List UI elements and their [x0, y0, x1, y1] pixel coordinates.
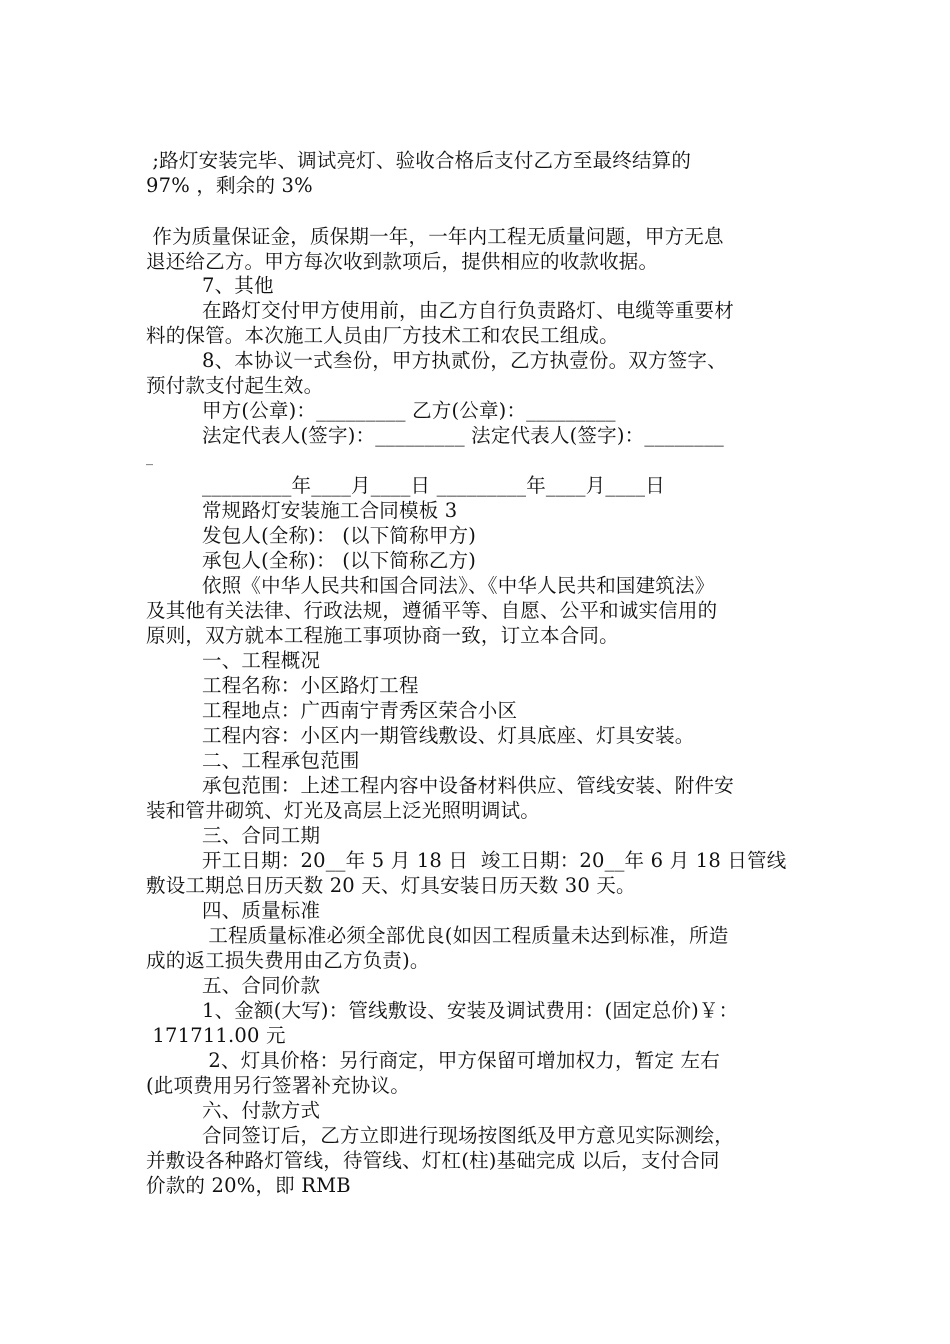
text-line: 承包人(全称)： (以下简称乙方) [202, 549, 477, 572]
text-line: 171711.00 元 [146, 1024, 286, 1047]
text-line: ;路灯安装完毕、调试亮灯、验收合格后支付乙方至最终结算的 [146, 149, 692, 172]
text-line: 8、本协议一式叁份，甲方执贰份，乙方执壹份。双方签字、 [202, 349, 727, 372]
document-title: 常规路灯安装施工合同模板 3 [202, 499, 458, 522]
section-heading: 四、质量标准 [202, 899, 321, 922]
text-line: 承包范围：上述工程内容中设备材料供应、管线安装、附件安 [202, 774, 734, 797]
section-heading: 7、其他 [202, 274, 274, 297]
text-line: 依照《中华人民共和国合同法》、《中华人民共和国建筑法》 [202, 574, 715, 597]
text-line: 开工日期：20__年 5 月 18 日 竣工日期：20__年 6 月 18 日管线 [202, 849, 787, 872]
text-line: 在路灯交付甲方使用前，由乙方自行负责路灯、电缆等重要材 [202, 299, 734, 322]
section-heading: 六、付款方式 [202, 1099, 321, 1122]
signature-line: 法定代表人(签字)：_________ 法定代表人(签字)：________ [202, 424, 724, 447]
text-line: 工程内容：小区内一期管线敷设、灯具底座、灯具安装。 [202, 724, 695, 747]
text-line: 预付款支付起生效。 [146, 374, 324, 397]
section-heading: 五、合同价款 [202, 974, 321, 997]
section-heading: 二、工程承包范围 [202, 749, 360, 772]
text-line: 退还给乙方。甲方每次收到款项后，提供相应的收款收据。 [146, 250, 659, 273]
text-line: (此项费用另行签署补充协议。 [146, 1074, 410, 1097]
text-line: 工程地点：广西南宁青秀区荣合小区 [202, 699, 518, 722]
text-line: 原则，双方就本工程施工事项协商一致，订立本合同。 [146, 624, 619, 647]
text-line: 装和管井砌筑、灯光及高层上泛光照明调试。 [146, 799, 541, 822]
signature-line: 甲方(公章)：_________ 乙方(公章)：_________ [202, 399, 616, 422]
section-heading: 一、工程概况 [202, 649, 321, 672]
text-line: 料的保管。本次施工人员由厂方技术工和农民工组成。 [146, 324, 619, 347]
section-heading: 三、合同工期 [202, 824, 321, 847]
text-line: _ [146, 450, 154, 466]
text-line: 敷设工期总日历天数 20 天、灯具安装日历天数 30 天。 [146, 874, 636, 897]
date-line: _________年____月____日 _________年____月____日 [202, 474, 665, 497]
text-line: 并敷设各种路灯管线，待管线、灯杠(柱)基础完成 以后，支付合同 [146, 1149, 720, 1172]
text-line: 97% ，剩余的 3% [146, 174, 313, 197]
text-line: 1、金额(大写)：管线敷设、安装及调试费用：(固定总价)￥： [202, 999, 739, 1022]
text-line: 作为质量保证金，质保期一年，一年内工程无质量问题，甲方无息 [146, 225, 724, 248]
text-line: 价款的 20%，即 RMB [146, 1174, 351, 1197]
text-line: 工程名称：小区路灯工程 [202, 674, 419, 697]
text-line: 2、灯具价格：另行商定，甲方保留可增加权力，暂定 左右 [202, 1049, 720, 1072]
text-line: 发包人(全称)： (以下简称甲方) [202, 524, 477, 547]
text-line: 工程质量标准必须全部优良(如因工程质量未达到标准，所造 [202, 924, 729, 947]
text-line: 合同签订后，乙方立即进行现场按图纸及甲方意见实际测绘， [202, 1124, 734, 1147]
text-line: 及其他有关法律、行政法规，遵循平等、自愿、公平和诚实信用的 [146, 599, 718, 622]
text-line: 成的返工损失费用由乙方负责)。 [146, 949, 430, 972]
